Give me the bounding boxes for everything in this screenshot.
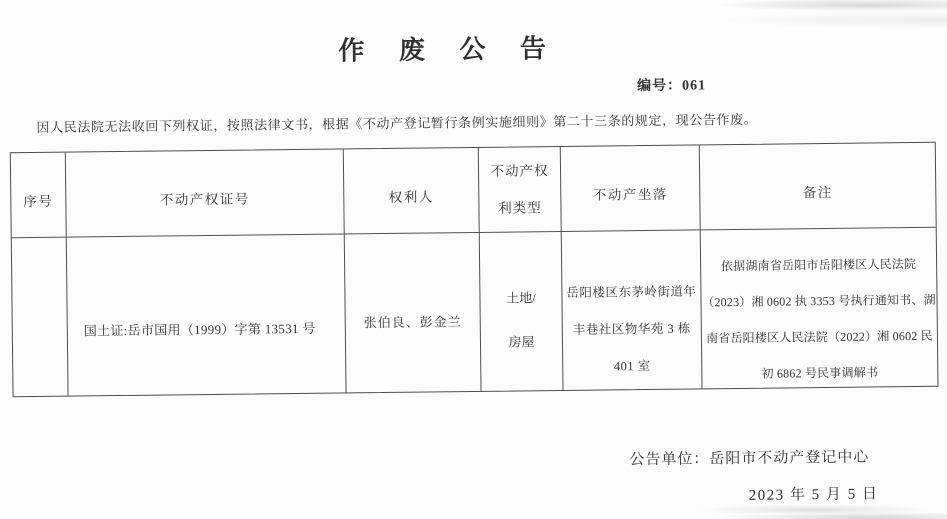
- cell-certificate-no: 国土证:岳市国用（1999）字第 13531 号: [66, 233, 346, 395]
- header-right-type: 不动产权 利类型: [478, 147, 561, 232]
- header-certificate-no: 不动产权证号: [65, 149, 344, 236]
- issuer-line: 公告单位：岳阳市不动产登记中心: [629, 449, 870, 469]
- date-line: 2023 年 5 月 5 日: [748, 486, 879, 504]
- invalidation-table: [10, 142, 939, 397]
- cell-holder: 张伯良、彭金兰: [344, 232, 481, 393]
- cell-remarks: 依据湖南省岳阳市岳阳楼区人民法院 （2023）湘 0602 执 3353 号执行通知书、湖 南省岳阳楼区人民法院（2022）湘 0602 民 初 6862 号民事调解书: [700, 227, 938, 389]
- notice-intro: 因人民法院无法收回下列权证，按照法律文书，根据《不动产登记暂行条例实施细则》第二十三条的规定，现公告作废。: [36, 111, 758, 135]
- cell-right-type: 土地/ 房屋: [479, 231, 563, 391]
- cell-location: 岳阳楼区东茅岭街道年 丰巷社区物华苑 3 栋 401 室: [561, 229, 702, 390]
- header-seq: 序号: [23, 193, 54, 210]
- header-holder: 权利人: [343, 148, 479, 234]
- header-remarks: 备注: [699, 143, 936, 230]
- notice-title: 作 废 公 告: [338, 34, 561, 66]
- notice-number: 编号：061: [636, 78, 707, 95]
- header-location: 不动产坐落: [560, 145, 700, 231]
- cell-seq: [12, 237, 68, 397]
